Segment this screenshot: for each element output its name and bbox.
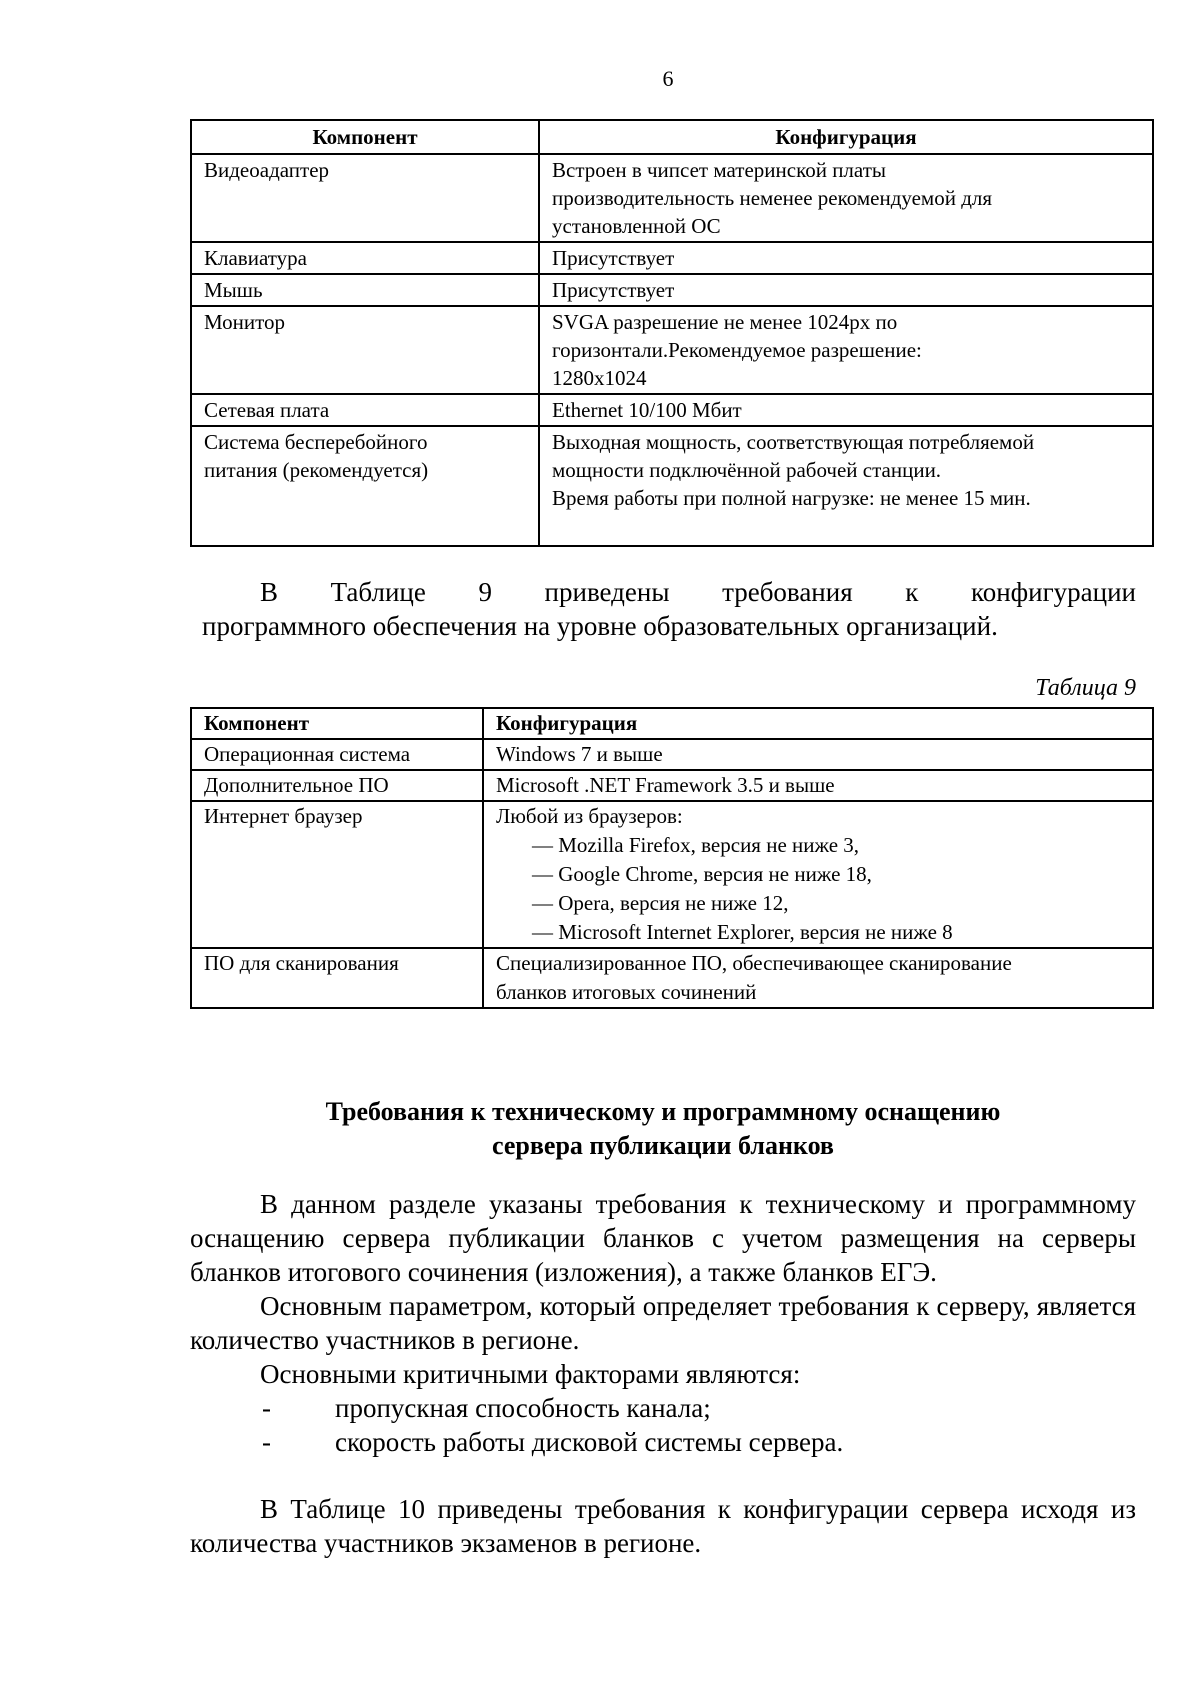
component-line: Система бесперебойного	[204, 430, 428, 454]
config-cell	[483, 801, 1153, 948]
intro-paragraph-line1: В Таблице 9 приведены требования к конфигурации	[260, 577, 1136, 607]
list-item	[190, 1391, 1136, 1425]
table-caption: Таблица 9	[1035, 675, 1136, 701]
list-item: — Opera, версия не ниже 12,	[532, 889, 1140, 918]
config-line: Специализированное ПО, обеспечивающее сканирование	[496, 951, 1012, 975]
component-cell: Мышь	[191, 274, 539, 306]
component-cell: Видеоадаптер	[191, 154, 539, 242]
section-heading-line2: сервера публикации бланков	[492, 1131, 834, 1160]
config-line: горизонтали.Рекомендуемое разрешение:	[552, 338, 922, 362]
config-line: мощности подключённой рабочей станции.	[552, 458, 942, 482]
column-header-component: Компонент	[191, 120, 539, 154]
config-line: SVGA разрешение не менее 1024px по	[552, 310, 898, 334]
section-paragraph-3: Основными критичными факторами являются:	[260, 1359, 801, 1389]
page-number: 6	[662, 66, 674, 91]
table-row	[191, 154, 1153, 242]
config-cell: Ethernet 10/100 Мбит	[539, 394, 1153, 426]
config-cell: Windows 7 и выше	[483, 739, 1153, 770]
config-cell	[539, 426, 1153, 546]
column-header-component: Компонент	[191, 708, 483, 739]
config-line: бланков итоговых сочинений	[496, 980, 757, 1004]
config-line: Время работы при полной нагрузке: не менее 15 мин.	[552, 486, 1031, 510]
column-header-config: Конфигурация	[483, 708, 1153, 739]
component-line: питания (рекомендуется)	[204, 458, 429, 482]
column-header-config: Конфигурация	[539, 120, 1153, 154]
table-header-row	[191, 708, 1153, 739]
section-heading-line1: Требования к техническому и программному оснащению	[325, 1097, 1001, 1126]
table-row	[191, 394, 1153, 426]
config-cell: Присутствует	[539, 274, 1153, 306]
config-cell: Присутствует	[539, 242, 1153, 274]
intro-paragraph-line2: программного обеспечения на уровне образовательных организаций.	[202, 611, 998, 641]
table-row	[191, 801, 1153, 948]
list-marker: -	[262, 1393, 271, 1423]
table-header-row	[191, 120, 1153, 154]
section-heading	[190, 1095, 1136, 1163]
section-paragraph-1: В данном разделе указаны требования к техническому и программному оснащению сервера публикации бланков с учетом размещения на серверы бланков итогового сочинения (изложения), а также бланков ЕГЭ.	[190, 1189, 1136, 1287]
list-item-text: скорость работы дисковой системы сервера.	[335, 1427, 844, 1457]
factor-list	[190, 1391, 1136, 1459]
config-cell	[539, 154, 1153, 242]
config-cell	[539, 306, 1153, 394]
browser-list	[496, 831, 1140, 947]
config-line: установленной ОС	[552, 214, 721, 238]
table-row	[191, 242, 1153, 274]
config-line: производительность неменее рекомендуемой для	[552, 186, 993, 210]
component-cell: ПО для сканирования	[191, 948, 483, 1008]
hardware-config-table	[190, 119, 1154, 547]
component-cell: Интернет браузер	[191, 801, 483, 948]
section-paragraph-4: В Таблице 10 приведены требования к конфигурации сервера исходя из количества участников экзаменов в регионе.	[190, 1494, 1136, 1558]
component-cell: Монитор	[191, 306, 539, 394]
config-line: 1280x1024	[552, 366, 647, 390]
config-cell	[483, 948, 1153, 1008]
config-cell: Microsoft .NET Framework 3.5 и выше	[483, 770, 1153, 801]
component-cell: Сетевая плата	[191, 394, 539, 426]
table-row	[191, 274, 1153, 306]
list-item: — Mozilla Firefox, версия не ниже 3,	[532, 831, 1140, 860]
list-item-text: пропускная способность канала;	[335, 1393, 711, 1423]
table-row	[191, 739, 1153, 770]
config-line: Выходная мощность, соответствующая потребляемой	[552, 430, 1035, 454]
component-cell: Клавиатура	[191, 242, 539, 274]
list-item: — Google Chrome, версия не ниже 18,	[532, 860, 1140, 889]
list-marker: -	[262, 1427, 271, 1457]
list-item: — Microsoft Internet Explorer, версия не ниже 8	[532, 918, 1140, 947]
table-row	[191, 306, 1153, 394]
component-cell: Дополнительное ПО	[191, 770, 483, 801]
table-row	[191, 426, 1153, 546]
component-cell: Операционная система	[191, 739, 483, 770]
software-config-table	[190, 707, 1154, 1009]
config-line: Любой из браузеров:	[496, 804, 683, 828]
config-line: Встроен в чипсет материнской платы	[552, 158, 886, 182]
table-row	[191, 948, 1153, 1008]
list-item	[190, 1425, 1136, 1459]
table-row	[191, 770, 1153, 801]
section-paragraph-2: Основным параметром, который определяет требования к серверу, является количество участников в регионе.	[190, 1291, 1136, 1355]
component-cell	[191, 426, 539, 546]
